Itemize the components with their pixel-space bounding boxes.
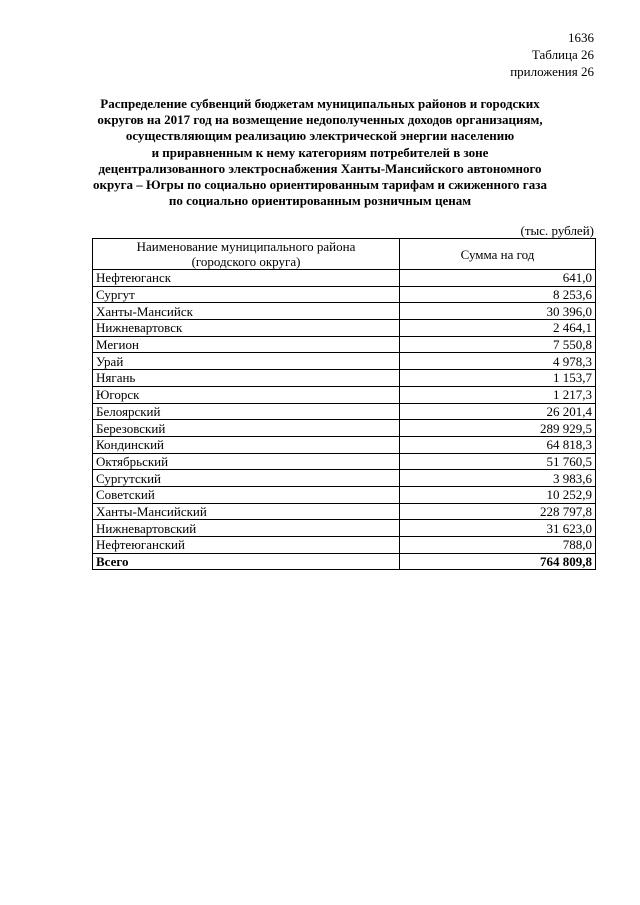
row-name: Советский xyxy=(93,486,400,503)
row-value: 8 253,6 xyxy=(400,286,596,303)
table-row xyxy=(93,270,596,287)
row-value: 3 983,6 xyxy=(400,470,596,487)
row-name: Кондинский xyxy=(93,436,400,453)
document-title xyxy=(60,96,580,209)
row-name: Нижневартовский xyxy=(93,520,400,537)
header-name-column xyxy=(93,239,400,270)
row-name: Нефтеюганск xyxy=(93,270,400,287)
row-name: Нягань xyxy=(93,370,400,387)
row-value: 641,0 xyxy=(400,270,596,287)
row-name: Урай xyxy=(93,353,400,370)
table-row xyxy=(93,537,596,554)
row-value: 289 929,5 xyxy=(400,420,596,437)
page-number: 1636 xyxy=(568,30,594,45)
row-value: 64 818,3 xyxy=(400,436,596,453)
table-row xyxy=(93,520,596,537)
row-value: 26 201,4 xyxy=(400,403,596,420)
table-row xyxy=(93,320,596,337)
row-name: Белоярский xyxy=(93,403,400,420)
title-line: округа – Югры по социально ориентированным тарифам и сжиженного газа xyxy=(93,177,547,193)
row-name: Октябрьский xyxy=(93,453,400,470)
title-line: децентрализованного электроснабжения Ханты-Мансийского автономного xyxy=(98,160,542,176)
row-name: Нефтеюганский xyxy=(93,537,400,554)
row-value: 1 153,7 xyxy=(400,370,596,387)
table-row xyxy=(93,470,596,487)
table-row xyxy=(93,503,596,520)
title-line: по социально ориентированным розничным ценам xyxy=(168,193,472,209)
row-value: 31 623,0 xyxy=(400,520,596,537)
row-name: Ханты-Мансийский xyxy=(93,503,400,520)
row-value: 30 396,0 xyxy=(400,303,596,320)
row-name: Мегион xyxy=(93,336,400,353)
table-row xyxy=(93,303,596,320)
row-value: 788,0 xyxy=(400,537,596,554)
total-label: Всего xyxy=(93,553,400,570)
row-value: 1 217,3 xyxy=(400,386,596,403)
row-name: Югорск xyxy=(93,386,400,403)
table-row xyxy=(93,403,596,420)
row-value: 7 550,8 xyxy=(400,336,596,353)
table-ref-line-1: Таблица 26 xyxy=(531,47,594,62)
table-row xyxy=(93,486,596,503)
title-line: Распределение субвенций бюджетам муниципальных районов и городских xyxy=(100,96,540,111)
title-line: и приравненным к нему категориям потребителей в зоне xyxy=(151,144,489,160)
table-reference xyxy=(510,46,594,80)
title-line: округов на 2017 год на возмещение недополученных доходов организациям, xyxy=(97,112,543,128)
header-name-line-2: (городского округа) xyxy=(191,254,301,269)
row-name: Нижневартовск xyxy=(93,320,400,337)
units-label: (тыс. рублей) xyxy=(520,223,594,238)
row-name: Березовский xyxy=(93,420,400,437)
header-name-line-1: Наименование муниципального района xyxy=(136,239,356,254)
row-name: Сургутский xyxy=(93,470,400,487)
row-value: 10 252,9 xyxy=(400,486,596,503)
title-line: осуществляющим реализацию электрической энергии населению xyxy=(125,128,515,144)
row-value: 51 760,5 xyxy=(400,453,596,470)
row-value: 228 797,8 xyxy=(400,503,596,520)
row-name: Сургут xyxy=(93,286,400,303)
table-row xyxy=(93,436,596,453)
total-row xyxy=(93,553,596,570)
header-sum-column: Сумма на год xyxy=(400,239,596,270)
table-row xyxy=(93,453,596,470)
distribution-table xyxy=(92,238,596,570)
table-header-row xyxy=(93,239,596,270)
row-name: Ханты-Мансийск xyxy=(93,303,400,320)
table-ref-line-2: приложения 26 xyxy=(510,64,594,79)
table-row xyxy=(93,353,596,370)
table-row xyxy=(93,286,596,303)
total-value: 764 809,8 xyxy=(400,553,596,570)
row-value: 2 464,1 xyxy=(400,320,596,337)
table-row xyxy=(93,386,596,403)
table-row xyxy=(93,336,596,353)
table-row xyxy=(93,420,596,437)
row-value: 4 978,3 xyxy=(400,353,596,370)
table-row xyxy=(93,370,596,387)
